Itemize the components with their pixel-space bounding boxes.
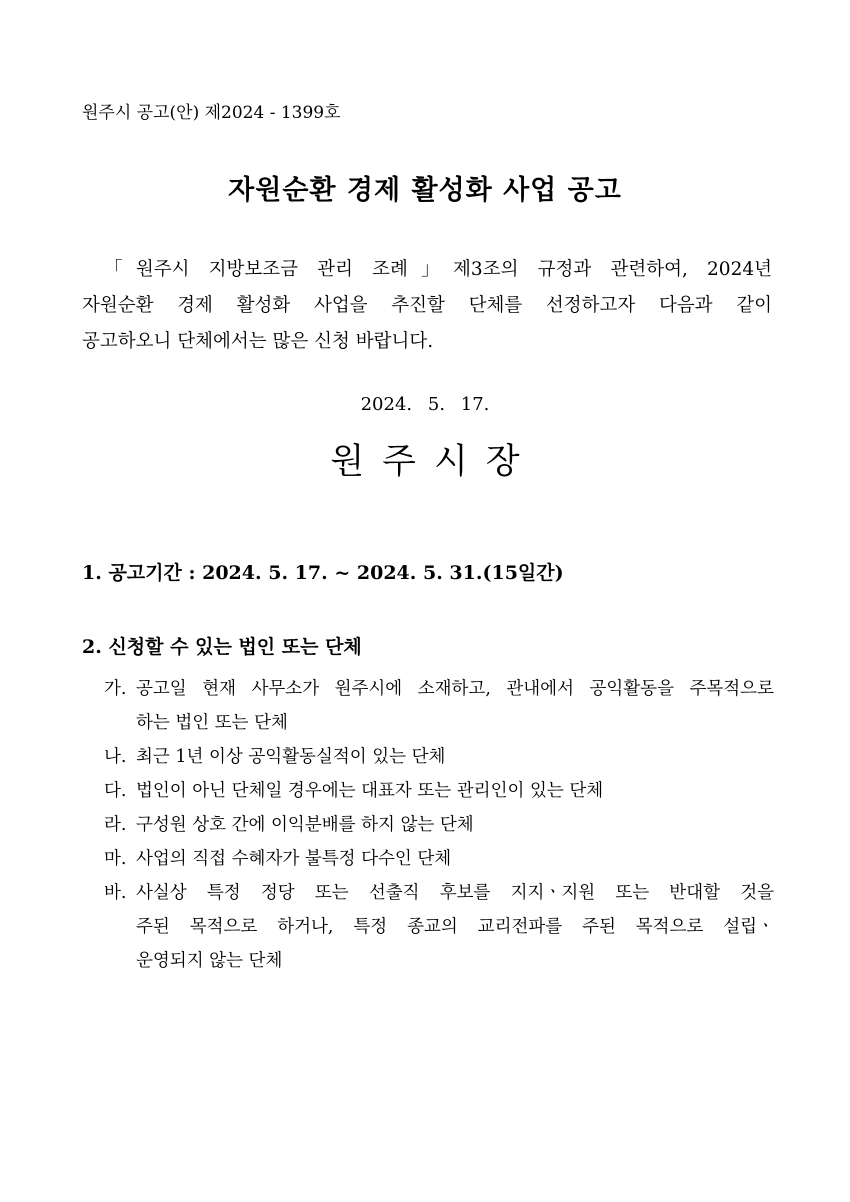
list-item-line: 사실상 특정 정당 또는 선출직 후보를 지지ㆍ지원 또는 반대할 것을: [136, 883, 774, 903]
list-item: [104, 876, 774, 978]
list-item-marker: 마.: [104, 849, 127, 869]
list-item-line: 운영되지 않는 단체: [136, 951, 283, 971]
list-item-line: 최근 1년 이상 공익활동실적이 있는 단체: [136, 747, 446, 767]
list-item-marker: 라.: [104, 815, 127, 835]
list-item: [104, 672, 774, 740]
list-item: [104, 774, 774, 808]
intro-line: 자원순환 경제 활성화 사업을 추진할 단체를 선정하고자 다음과 같이: [82, 295, 772, 316]
list-item-marker: 다.: [104, 781, 127, 801]
intro-line: 「원주시 지방보조금 관리 조례」제3조의 규정과 관련하여, 2024년: [104, 259, 772, 280]
eligibility-list: [104, 672, 774, 978]
document-title: 자원순환 경제 활성화 사업 공고: [228, 175, 622, 206]
notice-date: 2024. 5. 17.: [360, 394, 490, 415]
list-item: [104, 808, 774, 842]
section-eligible-heading: 2. 신청할 수 있는 법인 또는 단체: [82, 636, 362, 658]
issuer-mayor: 원주시장: [330, 442, 538, 482]
list-item-line: 하는 법인 또는 단체: [136, 713, 288, 733]
list-item-line: 구성원 상호 간에 이익분배를 하지 않는 단체: [136, 815, 474, 835]
section-period-heading: 1. 공고기간 : 2024. 5. 17. ~ 2024. 5. 31.(15일간): [82, 562, 564, 584]
list-item-line: 공고일 현재 사무소가 원주시에 소재하고, 관내에서 공익활동을 주목적으로: [136, 679, 774, 699]
list-item-marker: 가.: [104, 679, 127, 699]
intro-paragraph: [82, 252, 772, 360]
list-item-line: 주된 목적으로 하거나, 특정 종교의 교리전파를 주된 목적으로 설립ㆍ: [136, 917, 774, 937]
intro-line: 공고하오니 단체에서는 많은 신청 바랍니다.: [82, 331, 434, 352]
list-item-line: 사업의 직접 수혜자가 불특정 다수인 단체: [136, 849, 452, 869]
list-item-marker: 바.: [104, 883, 127, 903]
notice-number: 원주시 공고(안) 제2024 - 1399호: [82, 103, 341, 123]
list-item: [104, 842, 774, 876]
list-item-marker: 나.: [104, 747, 127, 767]
list-item: [104, 740, 774, 774]
list-item-line: 법인이 아닌 단체일 경우에는 대표자 또는 관리인이 있는 단체: [136, 781, 604, 801]
